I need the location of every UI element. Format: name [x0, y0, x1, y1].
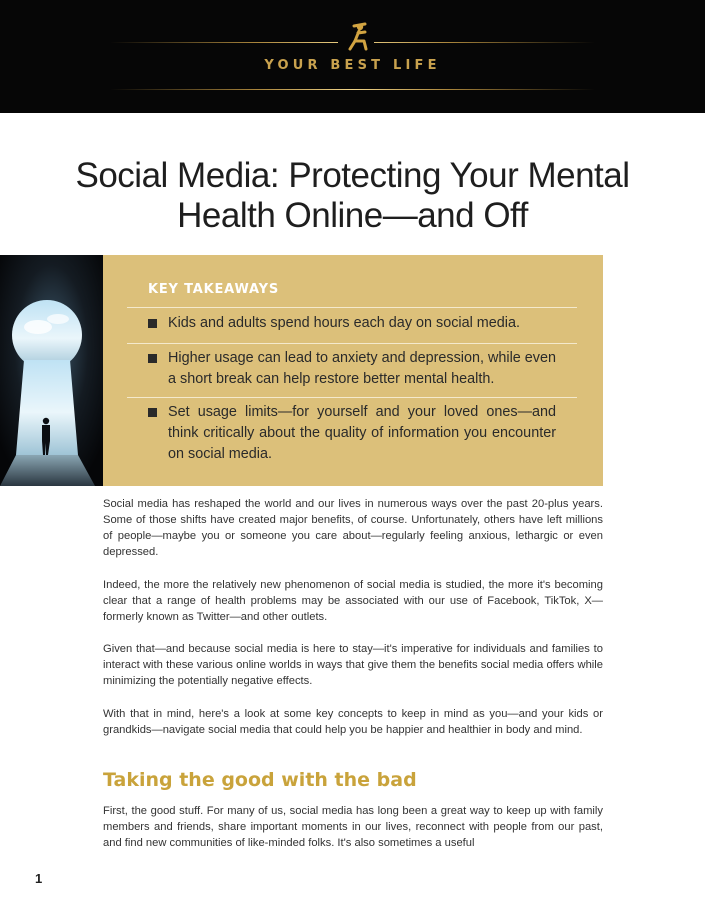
page-number: 1 [35, 871, 43, 886]
takeaways-divider [127, 307, 577, 308]
key-takeaways-heading: KEY TAKEAWAYS [148, 282, 279, 297]
page-title: Social Media: Protecting Your Mental Health Online—and Off [75, 156, 630, 235]
body-paragraph: Given that—and because social media is here to stay—it's imperative for individuals and families to interact with these various online worlds in ways that give them the benefits social media offers while minimizing the potentially negative effects. [103, 643, 603, 687]
takeaways-divider [127, 397, 577, 398]
body-paragraph: Indeed, the more the relatively new phenomenon of social media is studied, the more it's becoming clear that a range of health problems may be associated with our use of Facebook, TikTok, X—formerly known as Twitter—and other outlets. [103, 579, 603, 623]
reclining-figure-icon [338, 19, 374, 55]
takeaways-divider [127, 343, 577, 344]
header-banner [0, 0, 705, 113]
body-paragraph: With that in mind, here's a look at some key concepts to keep in mind as you—and your kids or grandkids—navigate social media that could help you be happier and healthier in body and mind. [103, 708, 603, 736]
takeaway-text: Set usage limits—for yourself and your loved ones—and think critically about the quality of information you encounter on social media. [168, 404, 556, 462]
square-bullet-icon [148, 408, 157, 417]
keyhole-silhouette-image [0, 255, 103, 486]
takeaway-item [148, 402, 556, 465]
brand-name: YOUR BEST LIFE [264, 58, 441, 73]
square-bullet-icon [148, 319, 157, 328]
square-bullet-icon [148, 354, 157, 363]
section-heading: Taking the good with the bad [103, 769, 417, 791]
takeaway-item [148, 348, 556, 390]
takeaway-item [148, 313, 556, 334]
takeaway-text: Higher usage can lead to anxiety and depression, while even a short break can help restore better mental health. [168, 350, 556, 387]
body-paragraph: First, the good stuff. For many of us, social media has long been a great way to keep up with family members and friends, share important moments in our lives, reconnect with people from our past, and find new communities of like-minded folks. It's also sometimes a useful [103, 805, 603, 849]
header-bottom-rule [110, 89, 595, 90]
takeaway-text: Kids and adults spend hours each day on social media. [168, 315, 520, 331]
key-takeaways-box [103, 255, 603, 486]
body-paragraph: Social media has reshaped the world and our lives in numerous ways over the past 20-plus years. Some of those shifts have created major benefits, of course. Unfortunately, others have left millions of people—maybe you or someone you care about—regularly feeling anxious, lethargic or even depressed. [103, 498, 603, 558]
